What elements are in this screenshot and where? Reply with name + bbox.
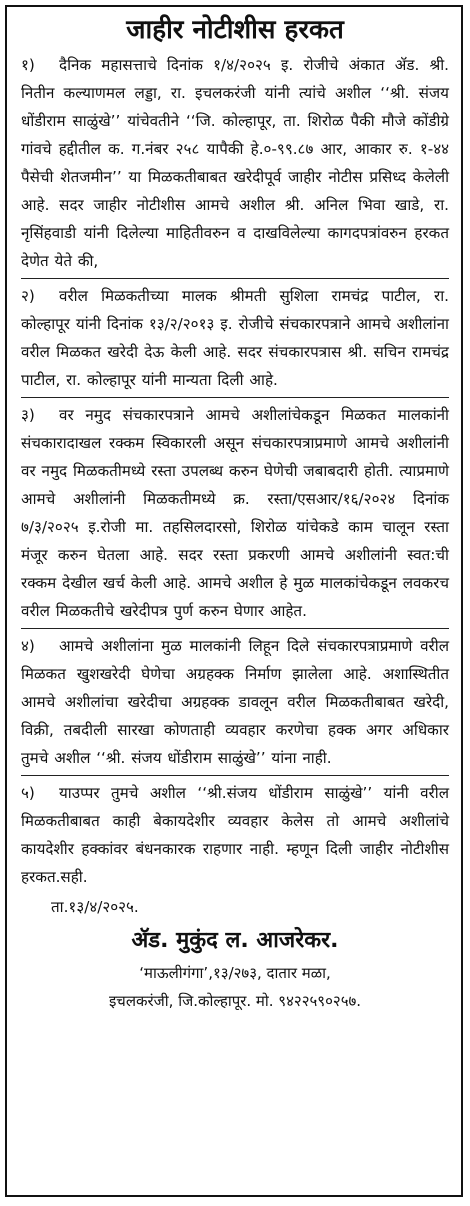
paragraph-text: याउप्पर तुमचे अशील ‘‘श्री.संजय धोंडीराम साळुंखे’’ यांनी वरील मिळकतीबाबत काही बेकायदेशीर व्यवहार केलेस तो आमचे अशीलांचे कायदेशीर हक्कांवर बंधनकारक राहणार नाही. म्हणून दिली जाहीर नोटीशीस हरकत.सही. <box>21 784 449 886</box>
notice-date: ता.१३/४/२०२५. <box>51 898 139 916</box>
notice-paragraph-3 <box>21 401 449 625</box>
address-line-1: ‘माऊलीगंगा’,१३/२७३, दातार मळा, <box>139 964 331 982</box>
paragraph-number: ३) <box>21 406 35 424</box>
paragraph-text: दैनिक महासत्ताचे दिनांक १/४/२०२५ इ. रोजीचे अंकात ॲड. श्री. नितीन कल्याणमल लड्डा, रा. इचलकरंजी यांनी त्यांचे अशील ‘‘श्री. संजय धोंडीराम साळुंखे’’ यांचेवतीने ‘‘जि. कोल्हापूर, ता. शिरोळ पैकी मौजे कोंडीग्रे गांवचे हद्दीतील क. ग.नंबर २५८ यापैकी हे.०-९९.८७ आर, आकार रु. १-४४ पैसेची शेतजमीन’’ या मिळकतीबाबत खरेदीपूर्व जाहीर नोटीस प्रसिध्द केलेली आहे. सदर जाहीर नोटीशीस आमचे अशील श्री. अनिल भिवा खाडे, रा. नृसिंहवाडी यांनी दिलेल्या माहितीवरुन व दाखविलेल्या कागदपत्रांवरुन हरकत देणेत येते की, <box>21 56 449 270</box>
divider <box>21 397 449 398</box>
paragraph-number: २) <box>21 287 35 305</box>
divider <box>21 628 449 629</box>
signatory-name: ॲड. मुकुंद ल. आजरेकर. <box>131 928 339 953</box>
public-notice <box>5 5 463 1197</box>
paragraph-number: ४) <box>21 637 35 655</box>
divider <box>21 278 449 279</box>
notice-paragraph-2 <box>21 282 449 394</box>
paragraph-text: आमचे अशीलांना मुळ मालकांनी लिहून दिले संचकारपत्राप्रमाणे वरील मिळकत खुशखरेदी घेणेचा अग्रहक्क निर्माण झालेला आहे. अशास्थितीत आमचे अशीलांचा खरेदीचा अग्रहक्क डावलून वरील मिळकतीबाबत खरेदी, विक्री, तबदीली सारखा कोणताही व्यवहार करणेचा हक्क अगर अधिकार तुमचे अशील ‘‘श्री. संजय धोंडीराम साळुंखे’’ यांना नाही. <box>21 637 449 767</box>
paragraph-text: वर नमुद संचकारपत्राने आमचे अशीलांचेकडून मिळकत मालकांनी संचकारादाखल रक्कम स्विकारली असून संचकारपत्राप्रमाणे आमचे अशीलांनी वर नमुद मिळकतीमध्ये रस्ता उपलब्ध करुन घेणेची जबाबदारी होती. त्याप्रमाणे आमचे अशीलांनी मिळकतीमध्ये क्र. रस्ता/एसआर/१६/२०२४ दिनांक ७/३/२०२५ इ.रोजी मा. तहसिलदारसो, शिरोळ यांचेकडे काम चालून रस्ता मंजूर करुन घेतला आहे. सदर रस्ता प्रकरणी आमचे अशीलांनी स्वत:ची रक्कम देखील खर्च केली आहे. आमचे अशील हे मुळ मालकांचेकडून लवकरच वरील मिळकतीचे खरेदीपत्र पुर्ण करुन घेणार आहेत. <box>21 406 449 620</box>
address-line-2: इचलकरंजी, जि.कोल्हापूर. मो. ९४२२५९०२५७. <box>108 992 362 1010</box>
notice-title: जाहीर नोटीशीस हरकत <box>126 15 344 45</box>
paragraph-number: ५) <box>21 784 35 802</box>
divider <box>21 775 449 776</box>
paragraph-number: १) <box>21 56 35 74</box>
notice-paragraph-5 <box>21 779 449 891</box>
notice-paragraph-1 <box>21 51 449 275</box>
paragraph-text: वरील मिळकतीच्या मालक श्रीमती सुशिला रामचंद्र पाटील, रा. कोल्हापूर यांनी दिनांक १३/२/२०१३ इ. रोजीचे संचकारपत्राने आमचे अशीलांना वरील मिळकत खरेदी देऊ केली आहे. सदर संचकारपत्रास श्री. सचिन रामचंद्र पाटील, रा. कोल्हापूर यांनी मान्यता दिली आहे. <box>21 287 449 389</box>
notice-paragraph-4 <box>21 632 449 772</box>
